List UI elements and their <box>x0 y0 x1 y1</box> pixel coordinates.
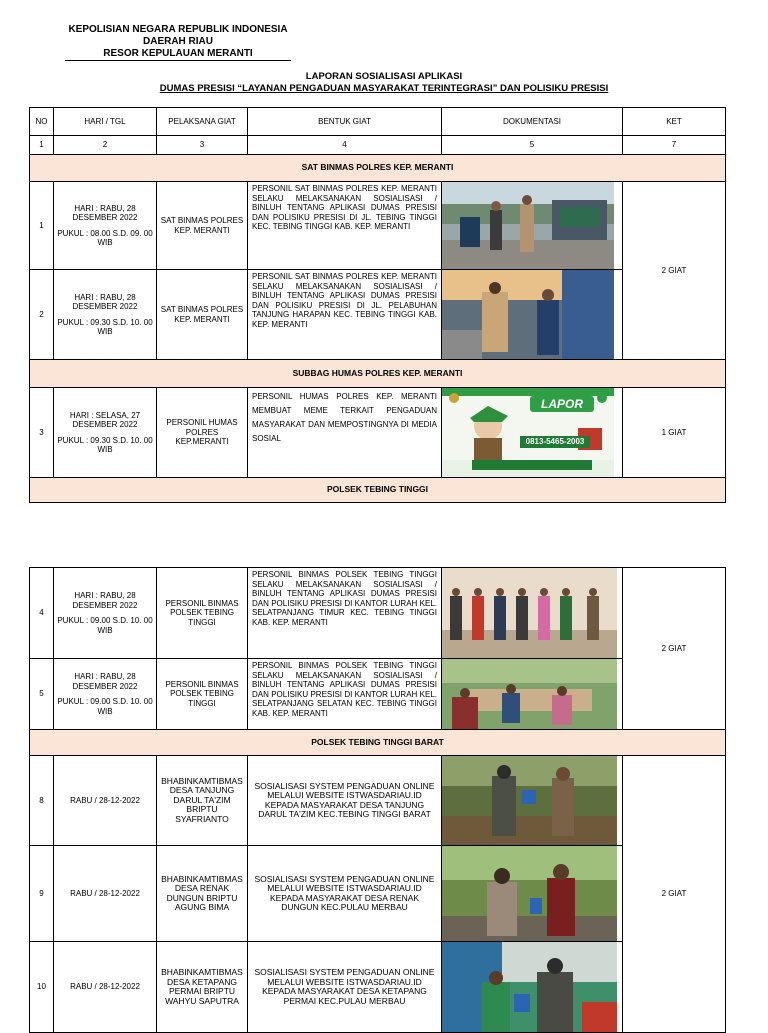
documentation-photo <box>442 568 617 658</box>
documentation-photo <box>442 659 617 729</box>
report-table-page-2 <box>29 567 726 1033</box>
documentation-photo <box>442 270 614 359</box>
row-date <box>54 568 157 659</box>
table-row <box>30 756 726 846</box>
row-date: RABU / 28-12-2022 <box>54 942 157 1033</box>
row-time: PUKUL : 09.30 S.D. 10. 00 WIB <box>57 317 153 336</box>
row-activity: PERSONIL HUMAS POLRES KEP. MERANTI MEMBUAT MEME TERKAIT PENGADUAN MASYARAKAT DAN MEMPOSTINGNYA DI MEDIA SOSIAL <box>248 388 442 478</box>
documentation-photo <box>442 846 617 941</box>
col-header-executor: PELAKSANA GIAT <box>157 108 248 136</box>
row-activity: PERSONIL BINMAS POLSEK TEBING TINGGI SELAKU MELAKSANAKAN SOSIALISASI / BINLUH TENTANG APLIKASI DUMAS PRESISI DAN POLISIKU PRESISI DI KANTOR LURAH KEL. SELATPANJANG SELATAN KEC. TEBING TINGGI KAB. KEP. MERANTI <box>248 659 442 730</box>
org-line-2: DAERAH RIAU <box>143 36 213 47</box>
row-photo-cell <box>442 846 623 942</box>
row-note: 1 GIAT <box>623 388 726 478</box>
lapor-poster <box>442 388 614 477</box>
row-executor: SAT BINMAS POLRES KEP. MERANTI <box>157 182 248 270</box>
row-executor: BHABINKAMTIBMAS DESA RENAK DUNGUN BRIPTU AGUNG BIMA <box>157 846 248 942</box>
col-number: 3 <box>157 136 248 155</box>
letterhead-underline <box>65 60 291 61</box>
row-no: 3 <box>30 388 54 478</box>
col-header-note: KET <box>623 108 726 136</box>
table-row <box>30 568 726 659</box>
row-date: RABU / 28-12-2022 <box>54 756 157 846</box>
row-photo-cell <box>442 270 623 360</box>
table-row <box>30 846 726 942</box>
table-row <box>30 388 726 478</box>
section-header-tebing: POLSEK TEBING TINGGI <box>30 478 726 503</box>
row-photo-cell <box>442 756 623 846</box>
col-header-no: NO <box>30 108 54 136</box>
org-line-1: KEPOLISIAN NEGARA REPUBLIK INDONESIA <box>68 24 288 35</box>
col-header-date: HARI / TGL <box>54 108 157 136</box>
row-no: 2 <box>30 270 54 360</box>
row-executor: PERSONIL BINMAS POLSEK TEBING TINGGI <box>157 568 248 659</box>
table-row <box>30 942 726 1033</box>
row-day: HARI : RABU, 28 DESEMBER 2022 <box>72 203 138 222</box>
row-photo-cell <box>442 659 623 730</box>
row-activity: PERSONIL SAT BINMAS POLRES KEP. MERANTI SELAKU MELAKSANAKAN SOSIALISASI / BINLUH TENTANG APLIKASI DUMAS PRESISI DAN POLISIKU PRESISI DI JL. TEBING TINGGI KEC. TEBING TINGGI KAB. KEP. MERANTI <box>248 182 442 270</box>
row-day: HARI : RABU, 28 DESEMBER 2022 <box>72 292 138 311</box>
row-date <box>54 388 157 478</box>
row-time: PUKUL : 08.00 S.D. 09. 00 WIB <box>57 228 153 247</box>
row-note: 2 GIAT <box>623 756 726 1033</box>
row-activity: SOSIALISASI SYSTEM PENGADUAN ONLINE MELALUI WEBSITE ISTWASDARIAU.ID KEPADA MASYARAKAT DESA RENAK DUNGUN KEC.PULAU MERBAU <box>248 846 442 942</box>
row-photo-cell <box>442 942 623 1033</box>
section-header-binmas: SAT BINMAS POLRES KEP. MERANTI <box>30 155 726 182</box>
row-day: HARI : RABU, 28 DESEMBER 2022 <box>72 672 138 691</box>
report-title <box>100 71 668 94</box>
documentation-photo <box>442 182 614 269</box>
section-header-humas: SUBBAG HUMAS POLRES KEP. MERANTI <box>30 360 726 388</box>
org-name <box>60 24 296 60</box>
title-line-1: LAPORAN SOSIALISASI APLIKASI <box>305 71 463 82</box>
row-time: PUKUL : 09.30 S.D. 10. 00 WIB <box>57 435 153 454</box>
row-no: 8 <box>30 756 54 846</box>
section-header-tebing-barat: POLSEK TEBING TINGGI BARAT <box>30 730 726 756</box>
row-photo-cell <box>442 568 623 659</box>
row-activity: SOSIALISASI SYSTEM PENGADUAN ONLINE MELALUI WEBSITE ISTWASDARIAU.ID KEPADA MASYARAKAT DESA KETAPANG PERMAI KEC.PULAU MERBAU <box>248 942 442 1033</box>
report-table-page-1 <box>29 107 726 503</box>
col-header-activity: BENTUK GIAT <box>248 108 442 136</box>
row-executor: PERSONIL BINMAS POLSEK TEBING TINGGI <box>157 659 248 730</box>
row-no: 1 <box>30 182 54 270</box>
row-day: HARI : RABU, 28 DESEMBER 2022 <box>72 591 138 610</box>
org-line-3: RESOR KEPULAUAN MERANTI <box>103 48 253 59</box>
row-day: HARI : SELASA, 27 DESEMBER 2022 <box>69 410 141 429</box>
col-number: 2 <box>54 136 157 155</box>
col-number: 7 <box>623 136 726 155</box>
row-executor: SAT BINMAS POLRES KEP. MERANTI <box>157 270 248 360</box>
table-row <box>30 659 726 730</box>
row-activity: SOSIALISASI SYSTEM PENGADUAN ONLINE MELALUI WEBSITE ISTWASDARIAU.ID KEPADA MASYARAKAT DESA TANJUNG DARUL TA'ZIM KEC.TEBING TINGGI BARAT <box>248 756 442 846</box>
table-row <box>30 270 726 360</box>
title-line-2: DUMAS PRESISI “LAYANAN PENGADUAN MASYARAKAT TERINTEGRASI” DAN POLISIKU PRESISI <box>159 82 609 94</box>
row-note: 2 GIAT <box>623 182 726 360</box>
row-no: 4 <box>30 568 54 659</box>
row-photo-cell <box>442 182 623 270</box>
poster-phone: 0813-5465-2003 <box>520 436 590 448</box>
row-activity: PERSONIL BINMAS POLSEK TEBING TINGGI SELAKU MELAKSANAKAN SOSIALISASI / BINLUH TENTANG APLIKASI DUMAS PRESISI DAN POLISIKU PRESISI DI KANTOR LURAH KEL. SELATPANJANG TIMUR KEC. TEBING TINGGI KAB. KEP. MERANTI <box>248 568 442 659</box>
row-time: PUKUL : 09.00 S.D. 10. 00 WIB <box>57 697 153 716</box>
poster-brand: LAPOR <box>530 396 594 412</box>
row-executor: PERSONIL HUMAS POLRES KEP.MERANTI <box>157 388 248 478</box>
col-header-docs: DOKUMENTASI <box>442 108 623 136</box>
col-number: 5 <box>442 136 623 155</box>
row-date <box>54 270 157 360</box>
row-date: RABU / 28-12-2022 <box>54 846 157 942</box>
row-no: 9 <box>30 846 54 942</box>
documentation-photo <box>442 756 617 845</box>
row-executor: BHABINKAMTIBMAS DESA KETAPANG PERMAI BRIPTU WAHYU SAPUTRA <box>157 942 248 1033</box>
row-time: PUKUL : 09.00 S.D. 10. 00 WIB <box>57 616 153 635</box>
row-no: 5 <box>30 659 54 730</box>
table-row <box>30 182 726 270</box>
row-no: 10 <box>30 942 54 1033</box>
row-activity: PERSONIL SAT BINMAS POLRES KEP. MERANTI SELAKU MELAKSANAKAN SOSIALISASI / BINLUH TENTANG APLIKASI DUMAS PRESISI DAN POLISIKU PRESISI DI JL. PELABUHAN TANJUNG HARAPAN KEC. TEBING TINGGI KAB. KEP. MERANTI <box>248 270 442 360</box>
row-date <box>54 659 157 730</box>
row-date <box>54 182 157 270</box>
col-number: 1 <box>30 136 54 155</box>
col-number: 4 <box>248 136 442 155</box>
row-executor: BHABINKAMTIBMAS DESA TANJUNG DARUL TA'ZIM BRIPTU SYAFRIANTO <box>157 756 248 846</box>
row-photo-cell <box>442 388 623 478</box>
row-note: 2 GIAT <box>623 568 726 730</box>
documentation-photo <box>442 942 617 1032</box>
